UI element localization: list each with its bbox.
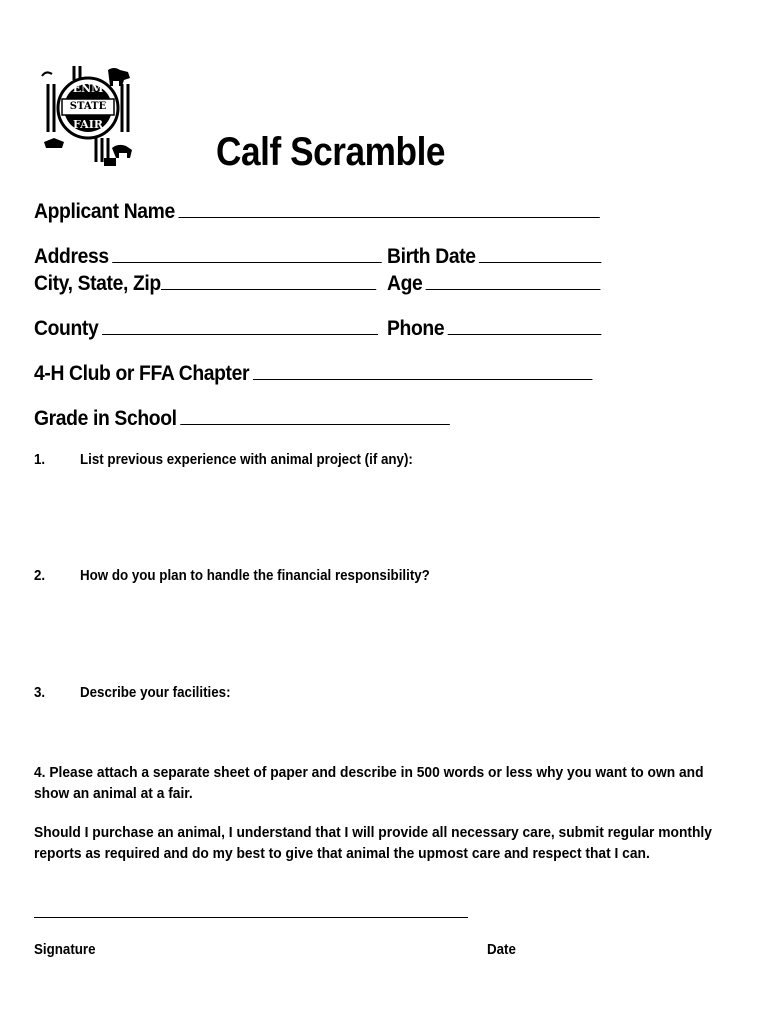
phone-row	[387, 316, 602, 341]
logo-text-state: STATE	[69, 101, 107, 112]
form-title: Calf Scramble	[216, 130, 446, 174]
birth-date-label: Birth Date	[387, 245, 476, 268]
question-2-text: How do you plan to handle the financial responsibility?	[80, 568, 430, 584]
address-line[interactable]	[112, 244, 382, 263]
city-row	[34, 271, 376, 296]
logo-text-enm: ENM	[72, 82, 104, 95]
question-number: 2.	[34, 568, 46, 584]
applicant-name-line[interactable]	[179, 199, 600, 218]
date-label: Date	[487, 942, 516, 958]
address-row	[34, 244, 382, 269]
grade-line[interactable]	[180, 406, 450, 425]
club-line[interactable]	[253, 361, 592, 380]
question-number: 3.	[34, 685, 46, 701]
county-line[interactable]	[102, 316, 378, 335]
question-1	[34, 452, 45, 468]
fair-logo-graphic	[38, 62, 138, 170]
county-label: County	[34, 317, 99, 340]
question-1-text: List previous experience with animal project (if any):	[80, 452, 413, 468]
age-row	[387, 271, 601, 296]
grade-row	[34, 406, 450, 431]
phone-label: Phone	[387, 317, 445, 340]
item-4-instructions: 4. Please attach a separate sheet of paper and describe in 500 words or less why you want to own and show an animal at a fair.	[34, 764, 704, 802]
age-label: Age	[387, 272, 423, 295]
club-label: 4-H Club or FFA Chapter	[34, 362, 250, 385]
agreement-statement: Should I purchase an animal, I understand that I will provide all necessary care, submit regular monthly reports as required and do my best to give that animal the upmost care and respect that I can.	[34, 824, 712, 862]
applicant-name-label: Applicant Name	[34, 200, 175, 223]
logo-text-fair: FAIR	[73, 118, 103, 131]
question-3-text: Describe your facilities:	[80, 685, 231, 701]
question-3	[34, 685, 45, 701]
question-number: 1.	[34, 452, 46, 468]
grade-label: Grade in School	[34, 407, 177, 430]
signature-line[interactable]	[34, 916, 468, 918]
address-label: Address	[34, 245, 109, 268]
birth-date-row	[387, 244, 602, 269]
age-line[interactable]	[426, 271, 601, 290]
signature-label: Signature	[34, 942, 96, 958]
city-state-zip-label: City, State, Zip	[34, 272, 161, 295]
city-state-zip-line[interactable]	[161, 271, 376, 290]
club-row	[34, 361, 592, 386]
birth-date-line[interactable]	[479, 244, 601, 263]
phone-line[interactable]	[448, 316, 602, 335]
question-2	[34, 568, 45, 584]
county-row	[34, 316, 378, 341]
fair-logo	[38, 62, 138, 170]
applicant-name-row	[34, 199, 600, 224]
